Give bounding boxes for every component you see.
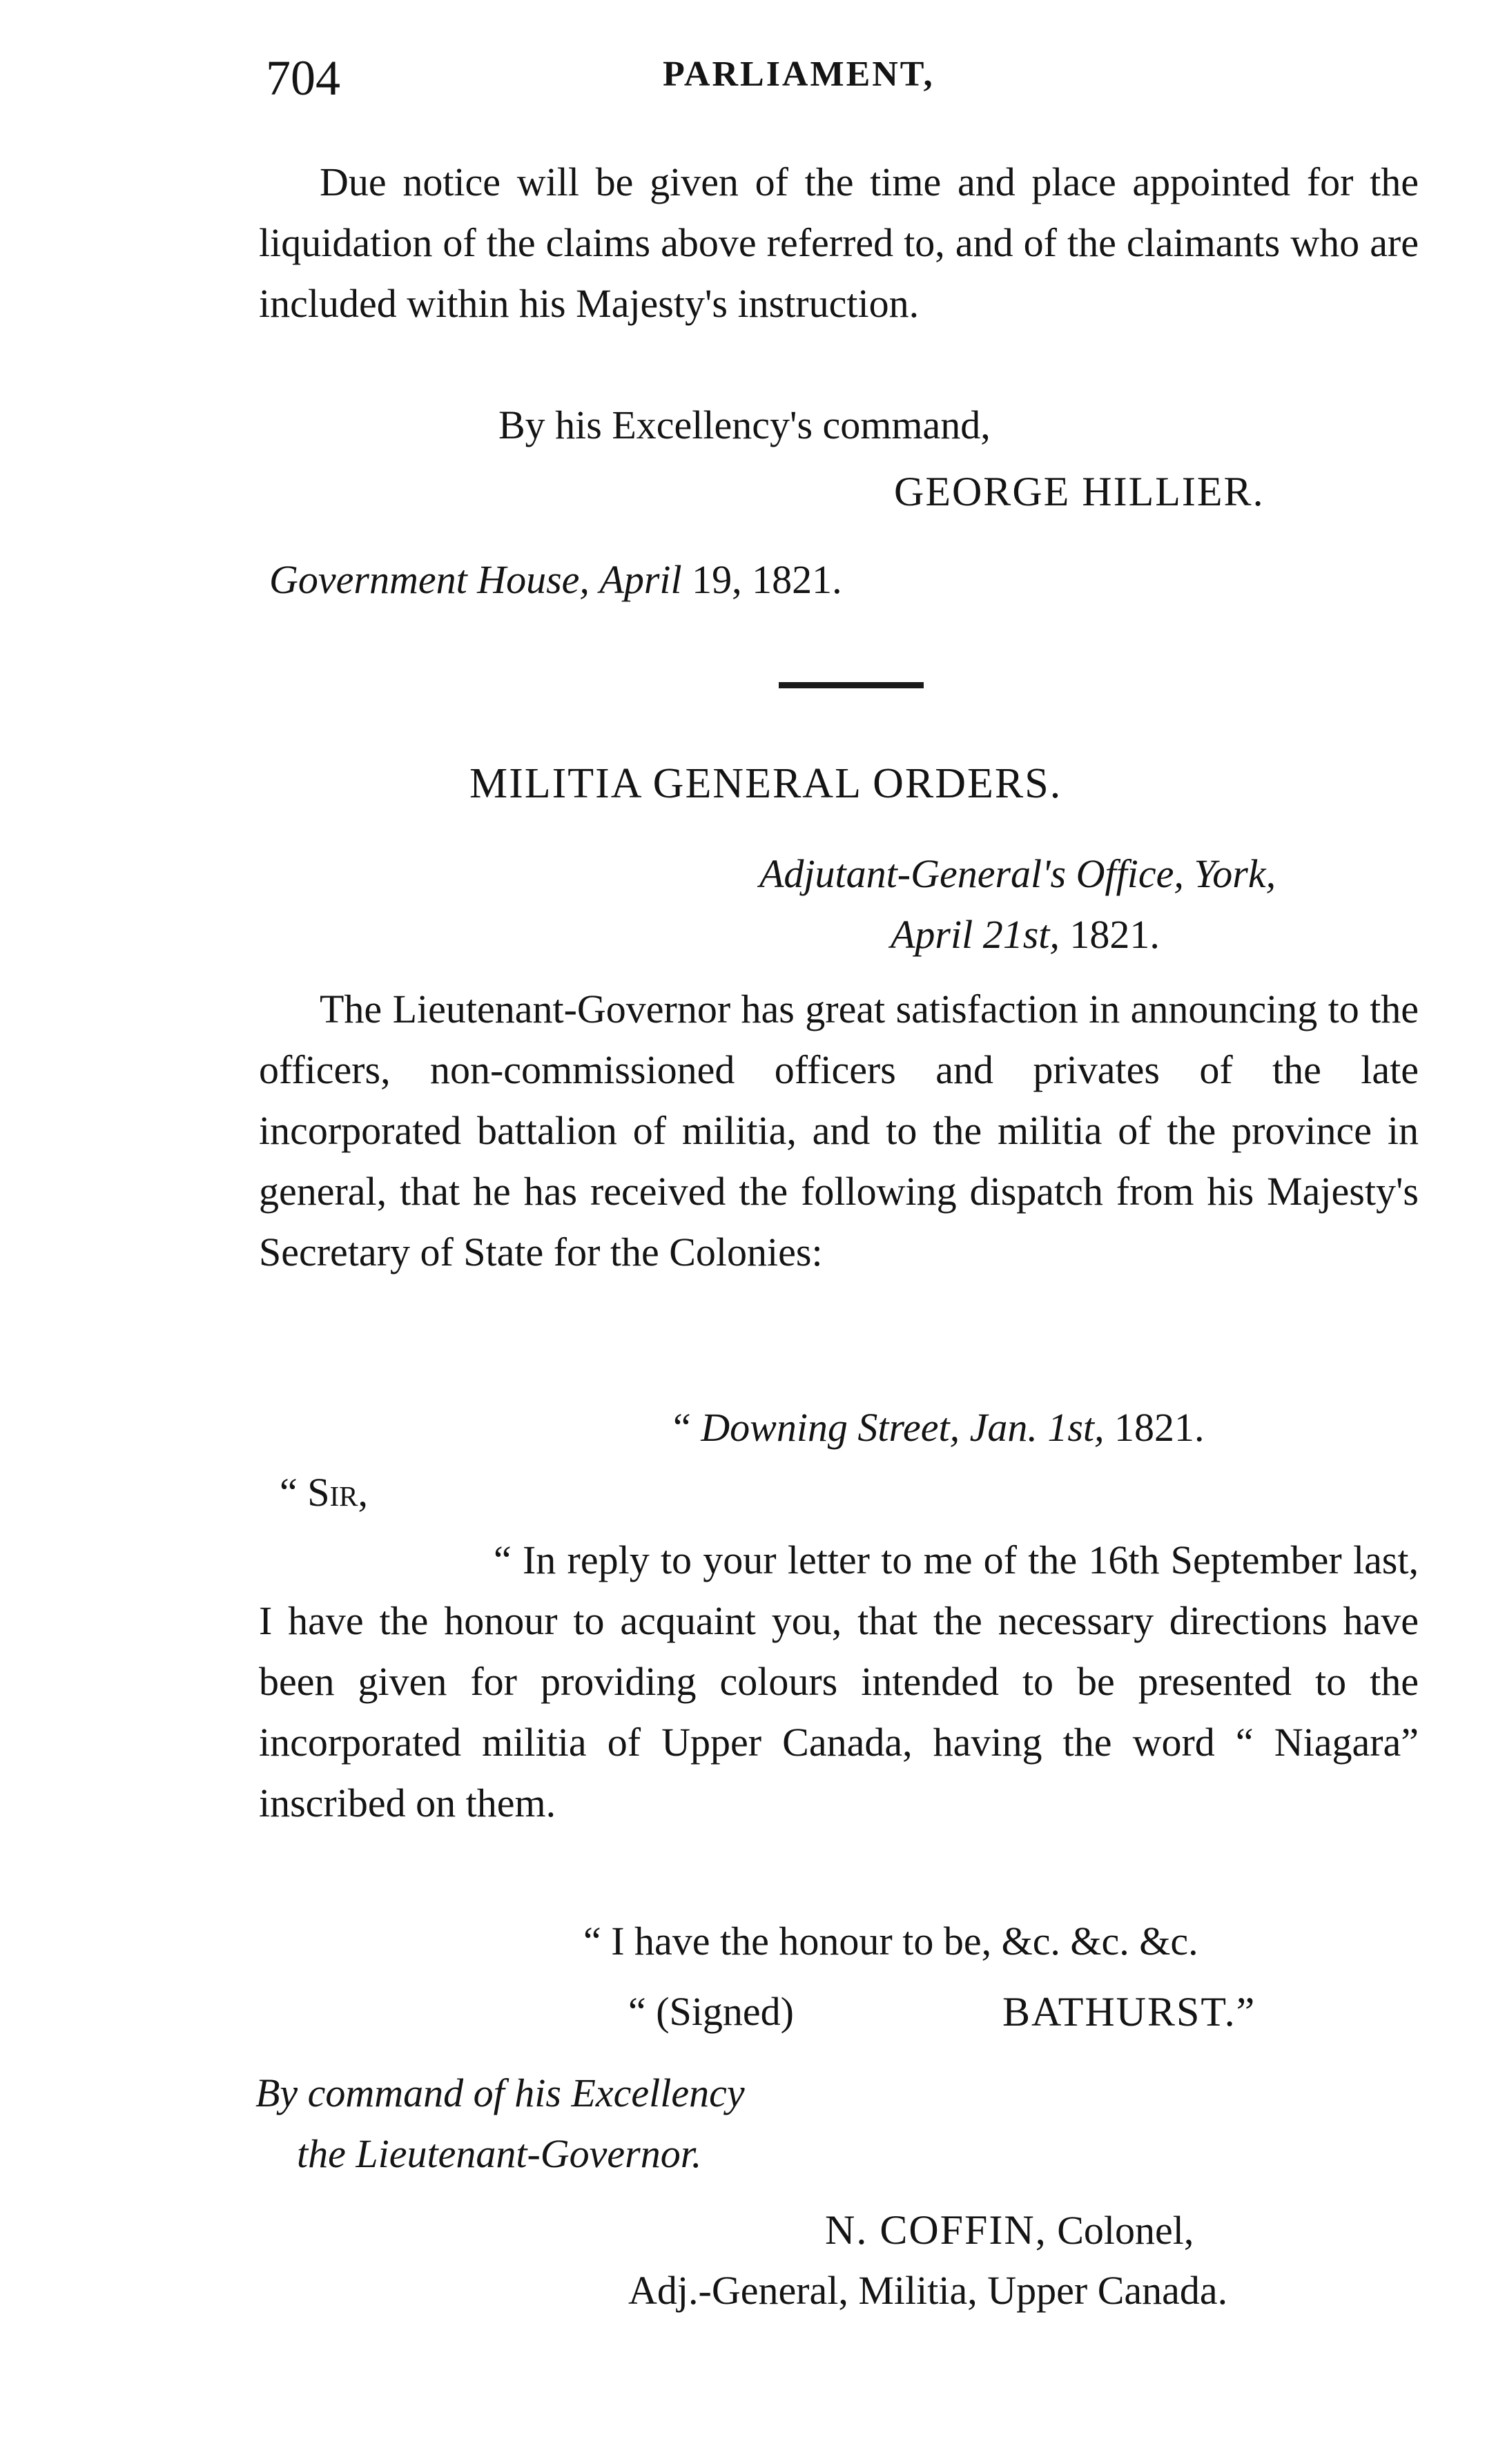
- notice-command: By his Excellency's command,: [498, 402, 991, 447]
- dispatch-dateline-year: 1821.: [1114, 1405, 1205, 1450]
- dispatch-signed: “ (Signed): [628, 1989, 794, 2034]
- running-head: PARLIAMENT,: [663, 55, 935, 94]
- orders-date-month-day: April 21st,: [891, 912, 1060, 957]
- notice-signatory: GEORGE HILLIER.: [894, 469, 1265, 514]
- dispatch-salutation: “ Sir,: [280, 1470, 368, 1515]
- authority-signer-rank: Colonel,: [1057, 2208, 1194, 2253]
- page-number: 704: [266, 50, 340, 106]
- authority-line-1: By command of his Excellency: [255, 2070, 745, 2115]
- page-header: [266, 50, 1426, 112]
- dispatch-signer: BATHURST.”: [1002, 1989, 1256, 2035]
- orders-office: Adjutant-General's Office, York,: [759, 851, 1276, 896]
- orders-date: [891, 911, 1160, 958]
- section-divider: [779, 682, 924, 688]
- orders-title: MILITIA GENERAL ORDERS.: [469, 760, 1062, 807]
- notice-date-rest: 19, 1821.: [692, 557, 842, 602]
- dispatch-dateline: [673, 1404, 1205, 1451]
- orders-date-year: 1821.: [1069, 912, 1160, 957]
- dispatch-dateline-place: Downing Street, Jan. 1st,: [701, 1405, 1105, 1450]
- authority-signer-name: N. COFFIN,: [825, 2207, 1047, 2253]
- notice-place: Government House,: [269, 557, 590, 602]
- orders-intro: The Lieutenant-Governor has great satisfaction in announcing to the officers, non-commissioned officers and privates of the late incorporated battalion of militia, and to the militia of the province in general, that he has received the following dispatch from his Majesty's Secretary of State for the Colonies:: [259, 987, 1419, 1274]
- authority-signer: [825, 2206, 1194, 2254]
- notice-paragraph: Due notice will be given of the time and place appointed for the liquidation of the claims above referred to, and of the claimants who are included within his Majesty's instruction.: [259, 159, 1419, 326]
- dispatch-dateline-quote: “: [673, 1405, 691, 1450]
- dispatch-body: “ In reply to your letter to me of the 16th September last, I have the honour to acquaint you, that the necessary directions have been given for providing colours intended to be presented to the incorporated militia of Upper Canada, having the word “ Niagara” inscribed on them.: [259, 1537, 1419, 1825]
- notice-date-month: April: [599, 557, 682, 602]
- dispatch-closing: “ I have the honour to be, &c. &c. &c.: [583, 1919, 1198, 1963]
- authority-signer-title: Adj.-General, Militia, Upper Canada.: [628, 2268, 1228, 2313]
- authority-line-2: the Lieutenant-Governor.: [297, 2131, 702, 2176]
- notice-dateline: [269, 556, 842, 603]
